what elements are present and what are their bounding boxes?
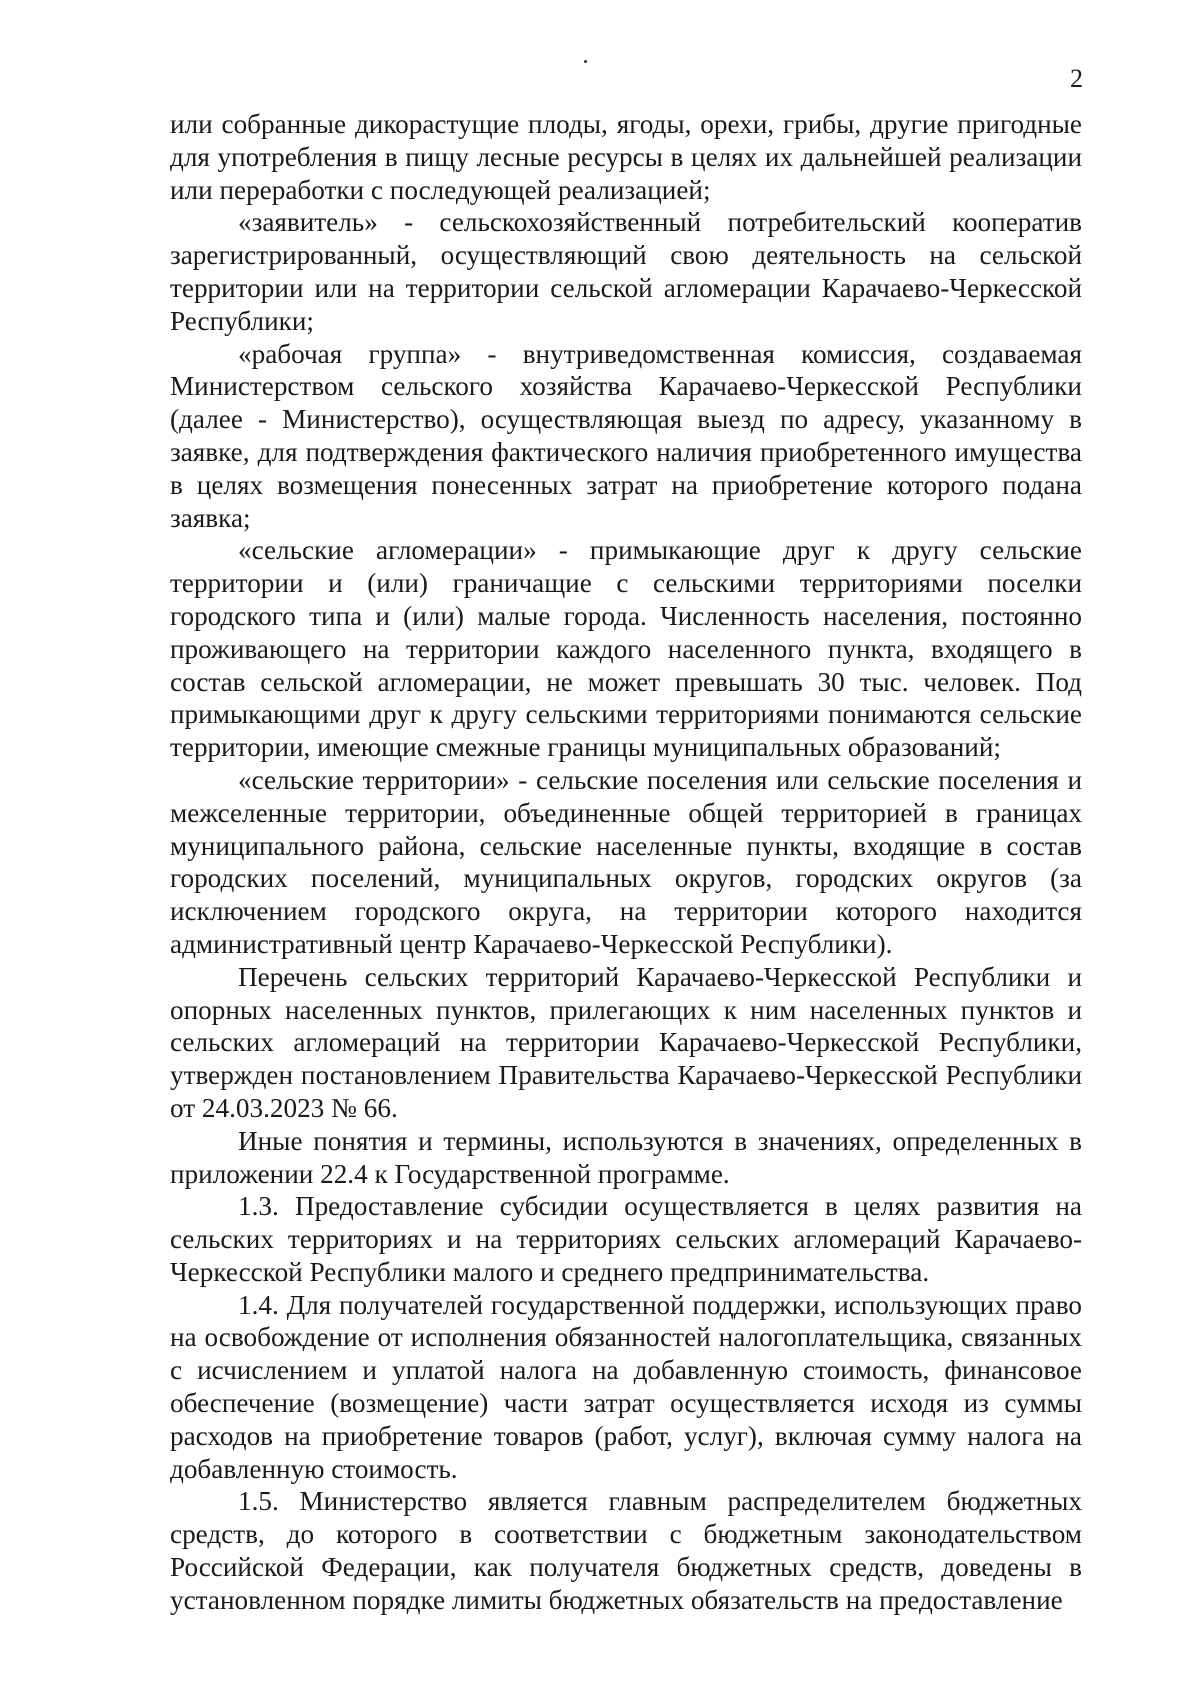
paragraph-definition-territories: «сельские территории» - сельские поселения или сельские поселения и межселенные территории, объединенные общей территорией в границах муниципального района, сельские населенные пункты, входящие в состав городских поселений, муниципальных округов, городских округов (за исключением городского округа, на территории которого находится административный центр Карачаево-Черкесской Республики). [170, 764, 1082, 959]
document-body [170, 108, 1082, 1617]
paragraph-continuation: или собранные дикорастущие плоды, ягоды, орехи, грибы, другие пригодные для употребления в пищу лесные ресурсы в целях их дальнейшей реализации или переработки с последующей реализацией; [170, 109, 1082, 205]
paragraph-clause-1-4: 1.4. Для получателей государственной поддержки, использующих право на освобождение от исполнения обязанностей налогоплательщика, связанных с исчислением и уплатой налога на добавленную стоимость, финансовое обеспечение (возмещение) части затрат осуществляется исходя из суммы расходов на приобретение товаров (работ, услуг), включая сумму налога на добавленную стоимость. [170, 1289, 1082, 1484]
page-number: 2 [1070, 64, 1083, 93]
paragraph-clause-1-5: 1.5. Министерство является главным распределителем бюджетных средств, до которого в соответствии с бюджетным законодательством Российской Федерации, как получателя бюджетных средств, доведены в установленном порядке лимиты бюджетных обязательств на предоставление [170, 1486, 1082, 1615]
paragraph-list-approved: Перечень сельских территорий Карачаево-Черкесской Республики и опорных населенных пунктов, прилегающих к ним населенных пунктов и сельских агломераций на территории Карачаево-Черкесской Республики, утвержден постановлением Правительства Карачаево-Черкесской Республики от 24.03.2023 № 66. [170, 961, 1082, 1123]
paragraph-clause-1-3: 1.3. Предоставление субсидии осуществляется в целях развития на сельских территориях и на территориях сельских агломераций Карачаево-Черкесской Республики малого и среднего предпринимательства. [170, 1191, 1082, 1287]
paragraph-definition-working-group: «рабочая группа» - внутриведомственная комиссия, создаваемая Министерством сельского хозяйства Карачаево-Черкесской Республики (далее - Министерство), осуществляющая выезд по адресу, указанному в заявке, для подтверждения фактического наличия приобретенного имущества в целях возмещения понесенных затрат на приобретение которого подана заявка; [170, 338, 1082, 533]
scan-speck [584, 60, 587, 63]
paragraph-definition-applicant: «заявитель» - сельскохозяйственный потребительский кооператив зарегистрированный, осуществляющий свою деятельность на сельской территории или на территории сельской агломерации Карачаево-Черкесской Республики; [170, 207, 1082, 336]
paragraph-definition-agglomerations: «сельские агломерации» - примыкающие друг к другу сельские территории и (или) граничащие с сельскими территориями поселки городского типа и (или) малые города. Численность населения, постоянно проживающего на территории каждого населенного пункта, входящего в состав сельской агломерации, не может превышать 30 тыс. человек. Под примыкающими друг к другу сельскими территориями понимаются сельские территории, имеющие смежные границы муниципальных образований; [170, 535, 1082, 763]
paragraph-other-terms: Иные понятия и термины, используются в значениях, определенных в приложении 22.4 к Государственной программе. [170, 1125, 1082, 1189]
